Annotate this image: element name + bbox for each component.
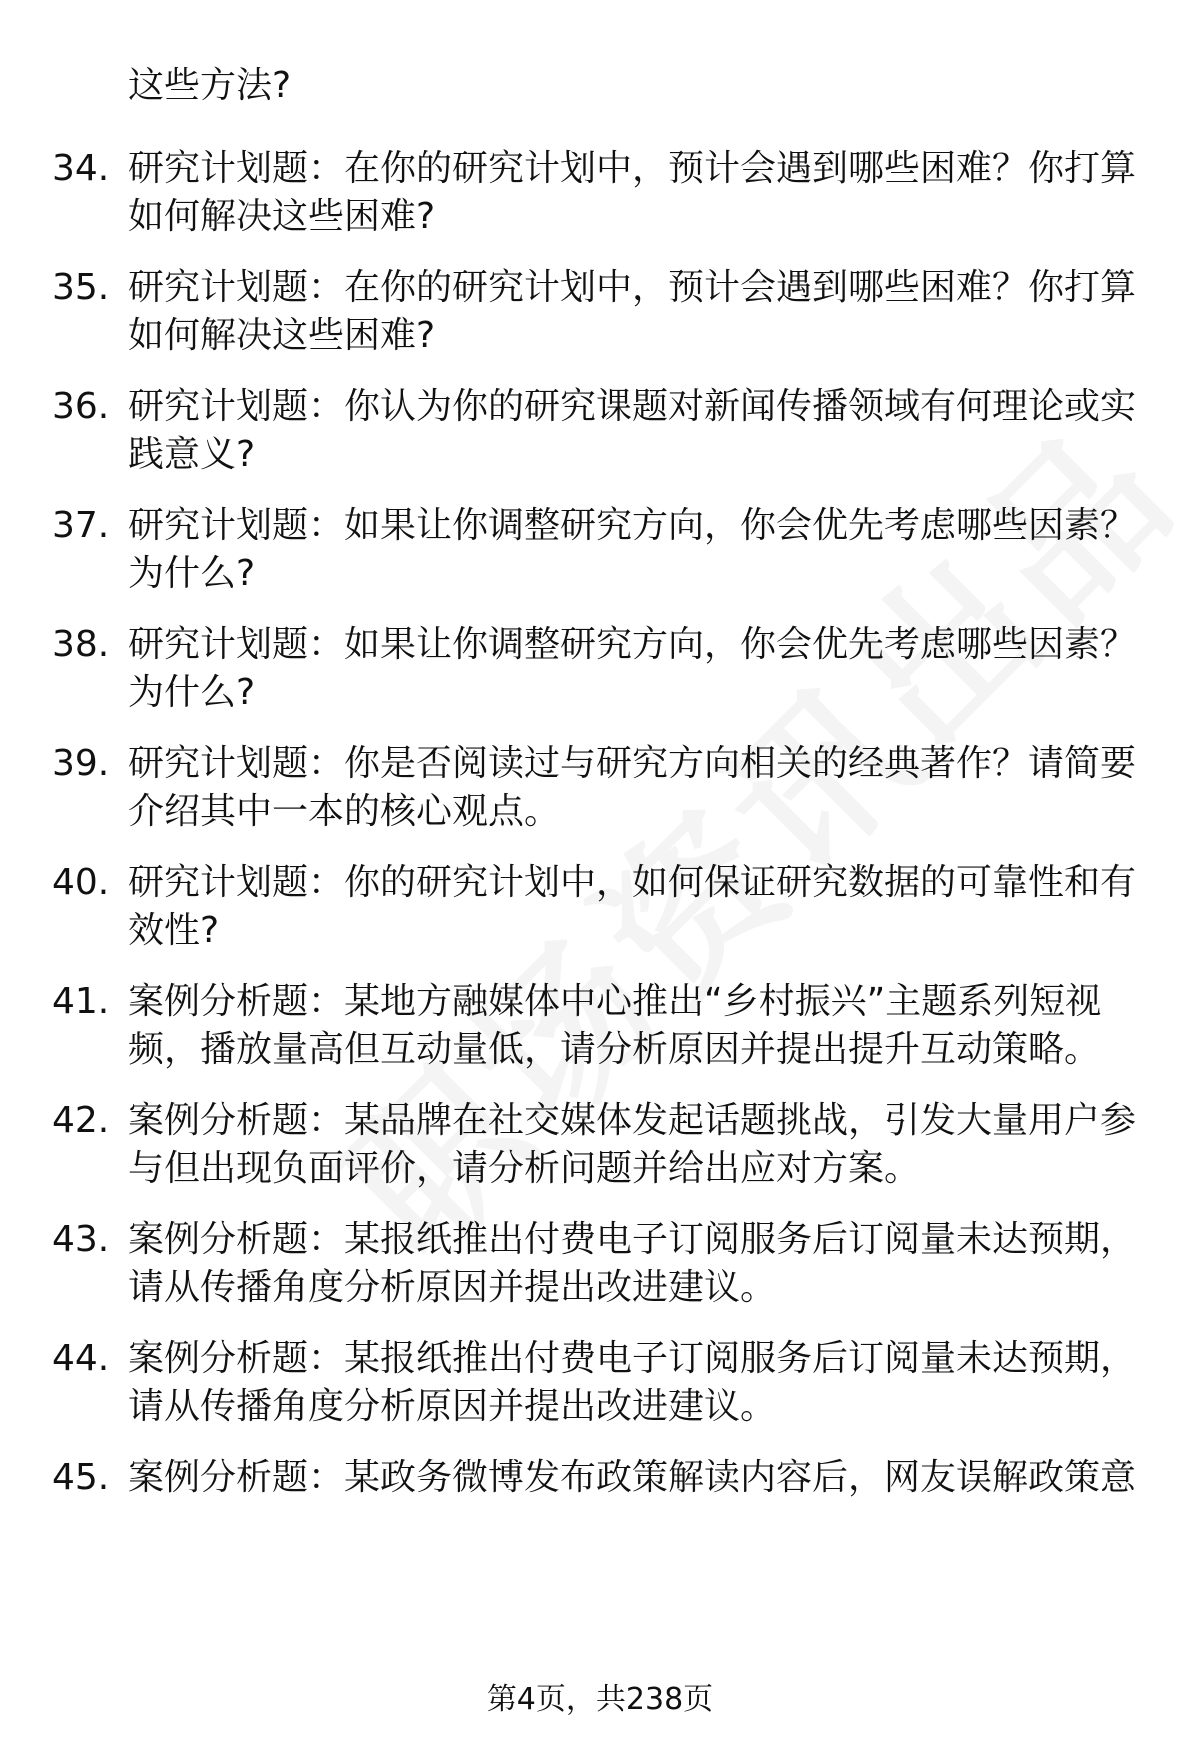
question-text: 研究计划题：你认为你的研究课题对新闻传播领域有何理论或实践意义? (128, 386, 1137, 475)
question-item (0, 621, 1200, 721)
question-number: 40. (52, 862, 110, 903)
question-number: 37. (52, 505, 110, 546)
question-item (0, 978, 1200, 1078)
question-text: 案例分析题：某地方融媒体中心推出“乡村振兴”主题系列短视频，播放量高但互动量低，请分析原因并提出提升互动策略。 (128, 981, 1102, 1070)
question-item (0, 1097, 1200, 1197)
question-item (0, 859, 1200, 959)
question-number: 35. (52, 267, 110, 308)
question-item (0, 383, 1200, 483)
question-item (0, 264, 1200, 364)
question-text: 案例分析题：某报纸推出付费电子订阅服务后订阅量未达预期，请从传播角度分析原因并提出改进建议。 (128, 1219, 1137, 1308)
question-text: 研究计划题：你是否阅读过与研究方向相关的经典著作？请简要介绍其中一本的核心观点。 (128, 743, 1137, 832)
question-text: 案例分析题：某报纸推出付费电子订阅服务后订阅量未达预期，请从传播角度分析原因并提出改进建议。 (128, 1338, 1137, 1427)
question-number: 38. (52, 624, 110, 665)
question-number: 43. (52, 1219, 110, 1260)
question-text: 案例分析题：某品牌在社交媒体发起话题挑战，引发大量用户参与但出现负面评价，请分析问题并给出应对方案。 (128, 1100, 1137, 1189)
question-number: 44. (52, 1338, 110, 1379)
question-item (0, 1216, 1200, 1316)
continuation-text: 这些方法? (128, 65, 292, 106)
question-text: 研究计划题：在你的研究计划中，预计会遇到哪些困难？你打算如何解决这些困难? (128, 267, 1137, 356)
question-item (0, 1454, 1200, 1554)
question-text: 研究计划题：如果让你调整研究方向，你会优先考虑哪些因素？为什么? (128, 505, 1137, 594)
question-number: 39. (52, 743, 110, 784)
question-text: 案例分析题：某政务微博发布政策解读内容后，网友误解政策意 (128, 1457, 1137, 1498)
question-number: 36. (52, 386, 110, 427)
page-footer: 第4页，共238页 (486, 1682, 714, 1717)
question-number: 45. (52, 1457, 110, 1498)
question-item (0, 145, 1200, 245)
question-number: 42. (52, 1100, 110, 1141)
question-number: 41. (52, 981, 110, 1022)
question-item (0, 502, 1200, 602)
question-text: 研究计划题：如果让你调整研究方向，你会优先考虑哪些因素？为什么? (128, 624, 1137, 713)
question-number: 34. (52, 148, 110, 189)
question-text: 研究计划题：你的研究计划中，如何保证研究数据的可靠性和有效性? (128, 862, 1137, 951)
question-item (0, 740, 1200, 840)
question-text: 研究计划题：在你的研究计划中，预计会遇到哪些困难？你打算如何解决这些困难? (128, 148, 1137, 237)
question-item (0, 1335, 1200, 1435)
